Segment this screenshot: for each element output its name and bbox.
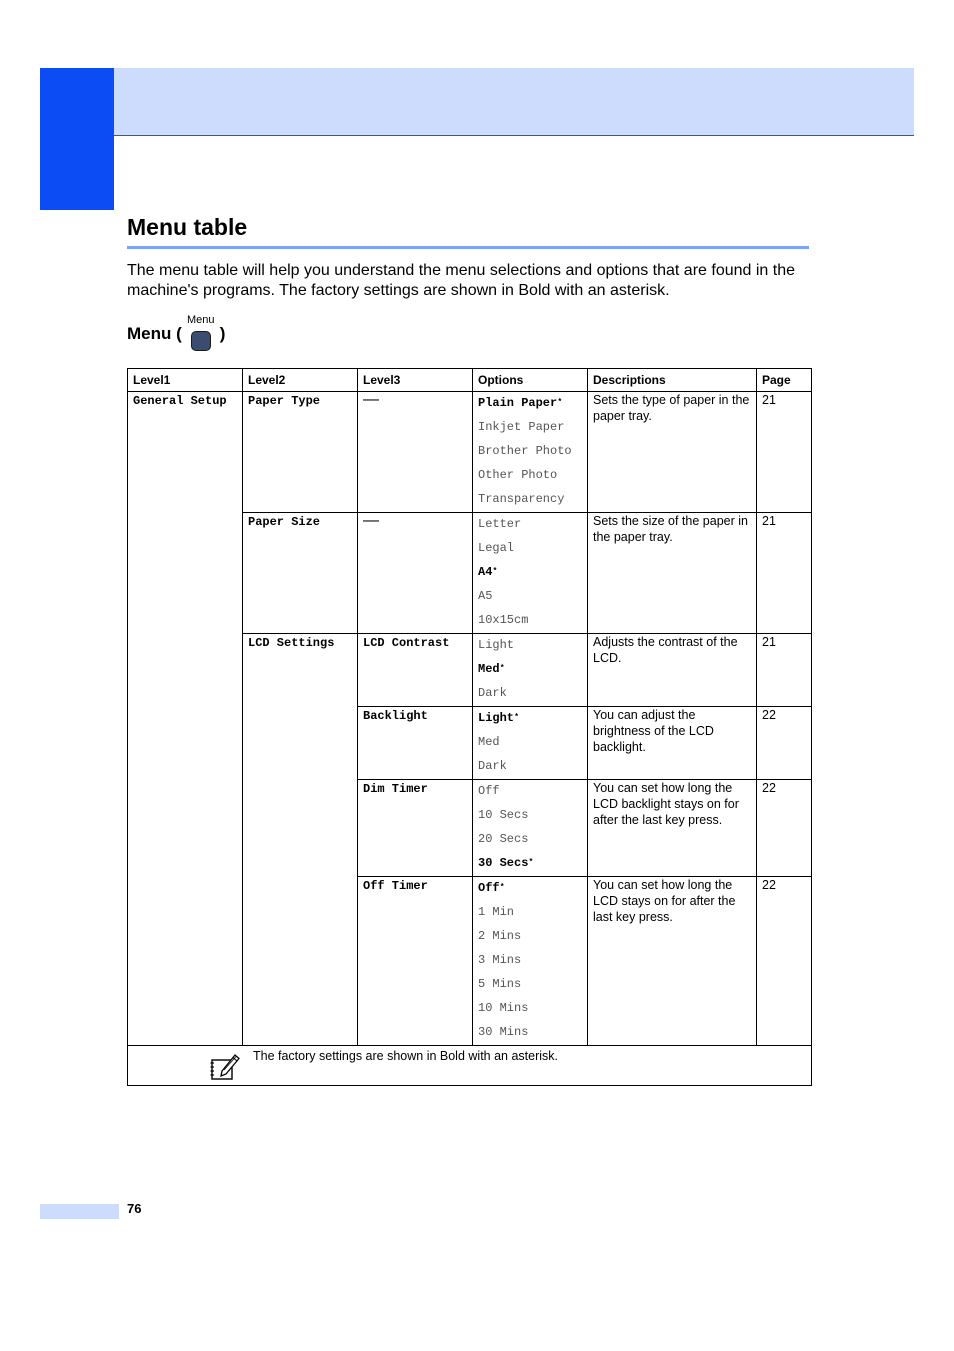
option-item: A4* xyxy=(478,565,497,579)
menu-heading-close: ) xyxy=(219,324,226,343)
level3-backlight: Backlight xyxy=(363,709,428,723)
level2-lcd-settings: LCD Settings xyxy=(248,636,335,650)
option-item: 5 Mins xyxy=(478,977,522,991)
option-item: Other Photo xyxy=(478,468,558,482)
description-off-timer: You can set how long the LCD stays on for after the last key press. xyxy=(588,877,757,1046)
option-item: 10 Mins xyxy=(478,1001,529,1015)
level3-dash: — xyxy=(363,512,379,529)
description-backlight: You can adjust the brightness of the LCD backlight. xyxy=(588,707,757,780)
level3-dim-timer: Dim Timer xyxy=(363,782,428,796)
level1-cell xyxy=(128,392,243,1046)
options-cell xyxy=(473,877,588,1046)
options-cell xyxy=(473,780,588,877)
page-off-timer: 22 xyxy=(757,877,812,1046)
page-paper-size: 21 xyxy=(757,513,812,634)
header-page: Page xyxy=(757,369,812,392)
option-item: Med xyxy=(478,735,500,749)
description-dim-timer: You can set how long the LCD backlight stays on for after the last key press. xyxy=(588,780,757,877)
level3-cell xyxy=(358,707,473,780)
page-lcd-contrast: 21 xyxy=(757,634,812,707)
option-item: Off* xyxy=(478,881,504,895)
option-item: Legal xyxy=(478,541,515,555)
title-rule xyxy=(127,246,809,249)
page-paper-type: 21 xyxy=(757,392,812,513)
menu-table xyxy=(127,368,812,1086)
description-paper-size: Sets the size of the paper in the paper tray. xyxy=(588,513,757,634)
level3-cell xyxy=(358,392,473,513)
menu-key-icon xyxy=(184,314,218,354)
option-item: Plain Paper* xyxy=(478,396,562,410)
level1-general-setup: General Setup xyxy=(133,394,227,408)
level3-cell xyxy=(358,513,473,634)
menu-heading xyxy=(127,314,225,354)
intro-paragraph: The menu table will help you understand the menu selections and options that are found in the machine's programs. The factory settings are shown in Bold with an asterisk. xyxy=(127,262,795,299)
header-descriptions: Descriptions xyxy=(588,369,757,392)
option-item: Letter xyxy=(478,517,522,531)
option-item: Dark xyxy=(478,686,507,700)
menu-heading-label: Menu ( xyxy=(127,324,182,343)
page-number: 76 xyxy=(127,1201,142,1216)
level2-cell xyxy=(243,513,358,634)
option-item: 10 Secs xyxy=(478,808,529,822)
section-title: Menu table xyxy=(127,214,248,240)
options-cell xyxy=(473,634,588,707)
header-level1: Level1 xyxy=(128,369,243,392)
footer-bar xyxy=(40,1204,119,1219)
level3-dash: — xyxy=(363,391,379,408)
table-row-paper-type xyxy=(128,392,812,513)
option-item: Dark xyxy=(478,759,507,773)
level2-cell xyxy=(243,392,358,513)
table-note-row xyxy=(128,1046,812,1086)
level2-paper-size: Paper Size xyxy=(248,515,321,529)
option-item: Light* xyxy=(478,711,519,725)
description-paper-type: Sets the type of paper in the paper tray. xyxy=(588,392,757,513)
option-item: Off xyxy=(478,784,500,798)
header-chapter-tab xyxy=(40,68,114,210)
option-item: 10x15cm xyxy=(478,613,529,627)
option-item: Light xyxy=(478,638,515,652)
header-level3: Level3 xyxy=(358,369,473,392)
level2-cell xyxy=(243,634,358,1046)
level3-cell xyxy=(358,634,473,707)
options-cell xyxy=(473,392,588,513)
menu-key-button-shape xyxy=(191,331,211,351)
option-item: 30 Secs* xyxy=(478,856,533,870)
header-band xyxy=(40,68,914,136)
option-item: Transparency xyxy=(478,492,565,506)
page-backlight: 22 xyxy=(757,707,812,780)
header-level2: Level2 xyxy=(243,369,358,392)
options-cell xyxy=(473,707,588,780)
option-item: 3 Mins xyxy=(478,953,522,967)
option-item: 2 Mins xyxy=(478,929,522,943)
description-lcd-contrast: Adjusts the contrast of the LCD. xyxy=(588,634,757,707)
menu-key-caption: Menu xyxy=(187,314,215,326)
page-dim-timer: 22 xyxy=(757,780,812,877)
note-cell xyxy=(128,1046,812,1086)
option-item: Brother Photo xyxy=(478,444,572,458)
option-item: 30 Mins xyxy=(478,1025,529,1039)
level3-lcd-contrast: LCD Contrast xyxy=(363,636,450,650)
level2-paper-type: Paper Type xyxy=(248,394,321,408)
note-text: The factory settings are shown in Bold with an asterisk. xyxy=(253,1049,559,1063)
level3-cell xyxy=(358,780,473,877)
option-item: A5 xyxy=(478,589,493,603)
option-item: 20 Secs xyxy=(478,832,529,846)
option-item: 1 Min xyxy=(478,905,515,919)
table-header-row xyxy=(128,369,812,392)
header-options: Options xyxy=(473,369,588,392)
options-cell xyxy=(473,513,588,634)
option-item: Inkjet Paper xyxy=(478,420,565,434)
level3-cell xyxy=(358,877,473,1046)
level3-off-timer: Off Timer xyxy=(363,879,428,893)
note-pencil-icon xyxy=(209,1051,241,1081)
option-item: Med* xyxy=(478,662,504,676)
